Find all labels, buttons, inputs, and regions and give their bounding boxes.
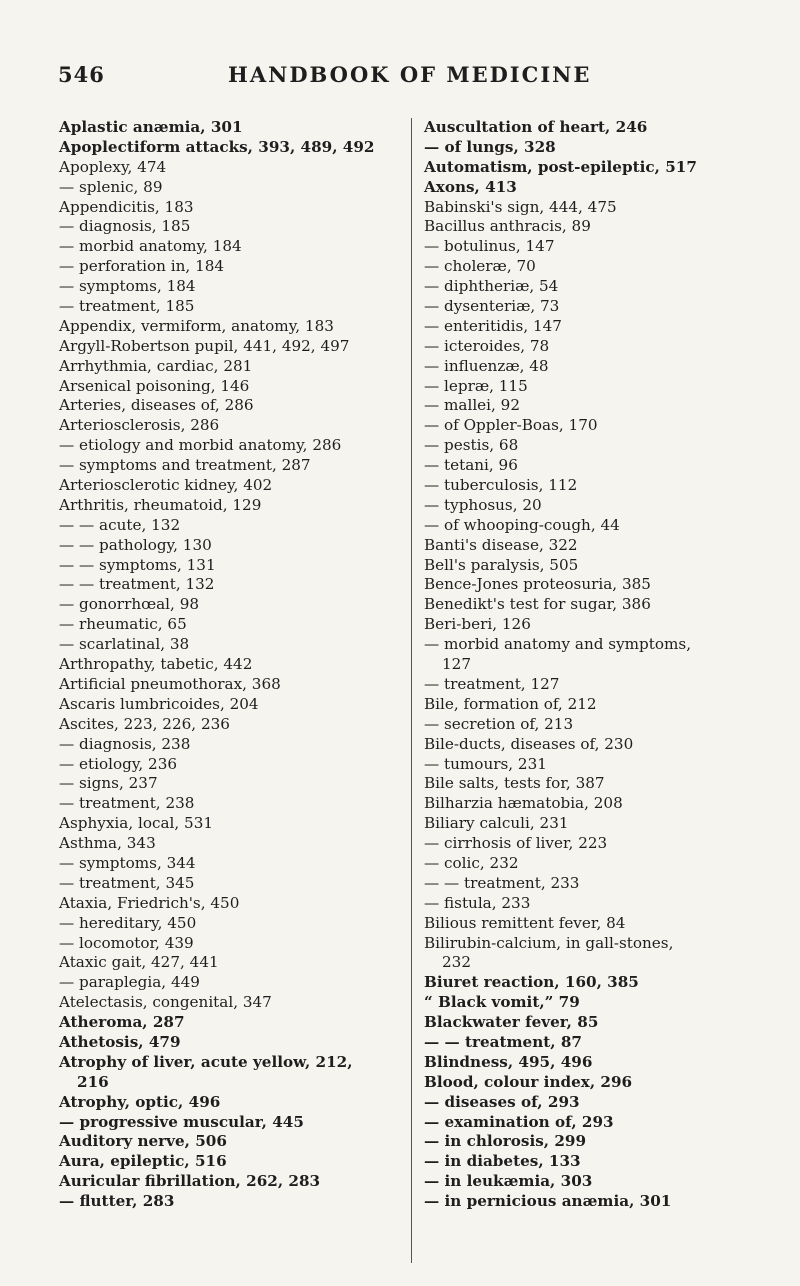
index-entry xyxy=(424,755,776,775)
index-entry-text: — etiology and morbid anatomy, 286 xyxy=(59,436,342,455)
index-entry-text: — treatment, 238 xyxy=(59,794,195,813)
index-entry xyxy=(59,655,411,675)
index-entry-text: Beri-beri, 126 xyxy=(424,615,531,634)
index-entry xyxy=(59,934,411,954)
index-entry xyxy=(424,158,776,178)
index-entry xyxy=(424,257,776,277)
index-entry xyxy=(59,476,411,496)
index-entry xyxy=(424,914,776,934)
index-entry xyxy=(59,158,411,178)
index-entry xyxy=(59,416,411,436)
index-entry xyxy=(59,1053,411,1093)
index-entry xyxy=(59,874,411,894)
index-column-left xyxy=(59,118,411,1212)
index-entry-text: — of lungs, 328 xyxy=(424,137,556,156)
index-entry-text: — choleræ, 70 xyxy=(424,257,536,276)
index-entry xyxy=(59,198,411,218)
index-entry xyxy=(59,237,411,257)
index-entry xyxy=(59,357,411,377)
index-entry xyxy=(59,138,411,158)
index-entry-text: — enteritidis, 147 xyxy=(424,316,562,335)
index-entry-text: — morbid anatomy and symptoms, xyxy=(424,635,692,654)
index-entry xyxy=(424,1172,776,1192)
page-number: 546 xyxy=(58,62,105,87)
index-entry xyxy=(424,337,776,357)
index-entry-text: — diagnosis, 185 xyxy=(59,217,191,236)
index-entry xyxy=(424,774,776,794)
index-entry xyxy=(59,1013,411,1033)
index-entry xyxy=(424,1093,776,1113)
index-entry xyxy=(59,635,411,655)
index-entry-text: Arsenical poisoning, 146 xyxy=(59,376,250,395)
index-entry-text: — signs, 237 xyxy=(59,774,158,793)
index-entry-text: — typhosus, 20 xyxy=(424,495,542,514)
index-entry xyxy=(424,198,776,218)
index-entry xyxy=(424,1113,776,1133)
index-entry xyxy=(424,1073,776,1093)
index-entry xyxy=(424,715,776,735)
index-entry-text: — dysenteriæ, 73 xyxy=(424,297,560,316)
index-entry-text: — diseases of, 293 xyxy=(424,1092,580,1111)
index-entry xyxy=(424,456,776,476)
index-entry xyxy=(424,675,776,695)
index-entry xyxy=(59,575,411,595)
index-entry xyxy=(59,715,411,735)
index-entry xyxy=(59,615,411,635)
index-entry xyxy=(424,1013,776,1033)
index-entry-text: — pestis, 68 xyxy=(424,436,519,455)
index-entry-text: — morbid anatomy, 184 xyxy=(59,237,242,256)
index-entry-text: Bilirubin-calcium, in gall-stones, xyxy=(424,933,674,952)
index-entry-text: Asthma, 343 xyxy=(59,834,156,853)
index-entry-text: — scarlatinal, 38 xyxy=(59,635,190,654)
index-entry-text: Arrhythmia, cardiac, 281 xyxy=(59,356,253,375)
index-entry-text: “ Black vomit,” 79 xyxy=(424,993,580,1012)
index-entry xyxy=(59,1192,411,1212)
index-entry-text: — cirrhosis of liver, 223 xyxy=(424,834,608,853)
index-entry-text: Arthropathy, tabetic, 442 xyxy=(59,655,253,674)
index-entry xyxy=(424,476,776,496)
index-entry xyxy=(424,1033,776,1053)
index-entry xyxy=(424,237,776,257)
index-entry xyxy=(424,277,776,297)
index-entry xyxy=(424,556,776,576)
index-entry-text: — tetani, 96 xyxy=(424,456,518,475)
index-entry-text: — symptoms, 344 xyxy=(59,853,196,872)
index-entry xyxy=(424,1132,776,1152)
index-entry xyxy=(59,595,411,615)
index-entry xyxy=(59,396,411,416)
index-entry xyxy=(424,615,776,635)
index-entry-text: — rheumatic, 65 xyxy=(59,615,187,634)
index-entry-text: Arteries, diseases of, 286 xyxy=(59,396,254,415)
index-entry xyxy=(59,695,411,715)
index-entry-text: — — acute, 132 xyxy=(59,515,181,534)
index-entry xyxy=(59,1172,411,1192)
index-entry xyxy=(59,993,411,1013)
index-entry xyxy=(424,894,776,914)
index-entry xyxy=(59,914,411,934)
index-entry xyxy=(424,317,776,337)
index-entry-text: Banti's disease, 322 xyxy=(424,535,578,554)
index-entry-text: Atelectasis, congenital, 347 xyxy=(59,993,272,1012)
index-entry-text: — in leukæmia, 303 xyxy=(424,1172,593,1191)
index-entry xyxy=(59,297,411,317)
index-entry-text: — diagnosis, 238 xyxy=(59,734,191,753)
index-entry-text: Argyll-Robertson pupil, 441, 492, 497 xyxy=(59,336,350,355)
index-entry-text: — symptoms and treatment, 287 xyxy=(59,456,311,475)
index-entry xyxy=(59,794,411,814)
index-entry-text: — — pathology, 130 xyxy=(59,535,212,554)
index-entry-text: — of Oppler-Boas, 170 xyxy=(424,416,598,435)
index-entry xyxy=(424,436,776,456)
index-entry-text: Atrophy of liver, acute yellow, 212, xyxy=(59,1052,353,1071)
index-column-right xyxy=(424,118,776,1212)
index-entry-text: — — treatment, 87 xyxy=(424,1033,582,1051)
index-entry-text: Apoplectiform attacks, 393, 489, 492 xyxy=(59,137,375,156)
index-entry-text: Bence-Jones proteosuria, 385 xyxy=(424,575,651,594)
index-entry-text: — tumours, 231 xyxy=(424,754,547,773)
index-entry xyxy=(59,377,411,397)
index-entry-text: — lepræ, 115 xyxy=(424,376,528,395)
index-entry xyxy=(424,1192,776,1212)
index-entry-text: — treatment, 185 xyxy=(59,297,195,316)
index-entry xyxy=(59,317,411,337)
index-entry-text: Arthritis, rheumatoid, 129 xyxy=(59,495,262,514)
index-entry xyxy=(59,516,411,536)
index-entry xyxy=(59,1033,411,1053)
index-entry-text: — colic, 232 xyxy=(424,853,519,872)
index-entry-text: — mallei, 92 xyxy=(424,396,521,415)
index-entry-text: Aura, epileptic, 516 xyxy=(59,1152,227,1171)
index-entry xyxy=(424,735,776,755)
page-header xyxy=(0,62,800,98)
index-entry-text: Ataxic gait, 427, 441 xyxy=(59,953,219,972)
index-entry-text: Arteriosclerotic kidney, 402 xyxy=(59,476,273,495)
index-entry xyxy=(424,1053,776,1073)
index-entry xyxy=(424,357,776,377)
index-entry-text: Bilious remittent fever, 84 xyxy=(424,913,626,932)
column-divider xyxy=(411,118,412,1263)
index-entry-text: — flutter, 283 xyxy=(59,1192,175,1211)
index-entry-text: — in diabetes, 133 xyxy=(424,1152,581,1171)
index-entry xyxy=(59,1132,411,1152)
index-entry-text: — diphtheriæ, 54 xyxy=(424,277,559,296)
index-entry xyxy=(59,675,411,695)
index-entry-text: — botulinus, 147 xyxy=(424,237,555,256)
index-entry xyxy=(59,854,411,874)
index-entry-text: — influenzæ, 48 xyxy=(424,356,549,375)
index-entry-text: Athetosis, 479 xyxy=(59,1032,181,1051)
index-entry-text: — hereditary, 450 xyxy=(59,913,197,932)
index-entry xyxy=(424,516,776,536)
index-entry xyxy=(59,456,411,476)
index-entry xyxy=(424,834,776,854)
index-entry xyxy=(59,1093,411,1113)
index-entry-text: Bile salts, tests for, 387 xyxy=(424,774,605,793)
index-entry-text: — gonorrhœal, 98 xyxy=(59,595,200,614)
running-title: HANDBOOK OF MEDICINE xyxy=(228,62,592,87)
index-entry-text: — fistula, 233 xyxy=(424,893,531,912)
index-entry xyxy=(59,118,411,138)
index-entry xyxy=(424,993,776,1013)
index-entry xyxy=(59,277,411,297)
index-entry-text: Automatism, post-epileptic, 517 xyxy=(424,157,697,176)
index-entry-text: Blackwater fever, 85 xyxy=(424,1013,599,1032)
index-entry-text: Ascaris lumbricoides, 204 xyxy=(59,694,259,713)
index-entry xyxy=(59,496,411,516)
index-entry-text: Bile-ducts, diseases of, 230 xyxy=(424,734,634,753)
index-entry-text: — splenic, 89 xyxy=(59,177,163,196)
index-entry xyxy=(59,337,411,357)
index-entry-text: Auricular fibrillation, 262, 283 xyxy=(59,1172,321,1191)
index-entry xyxy=(424,934,776,974)
index-entry-text: Ataxia, Friedrich's, 450 xyxy=(59,893,240,912)
index-entry xyxy=(424,794,776,814)
index-entry-text: Bacillus anthracis, 89 xyxy=(424,217,591,236)
index-entry xyxy=(424,377,776,397)
index-entry xyxy=(424,575,776,595)
index-entry-text: Biliary calculi, 231 xyxy=(424,814,569,833)
index-entry xyxy=(424,1152,776,1172)
index-entry-text: Babinski's sign, 444, 475 xyxy=(424,197,617,216)
index-entry-text: — etiology, 236 xyxy=(59,754,178,773)
index-entry xyxy=(59,735,411,755)
index-entry xyxy=(424,635,776,675)
index-entry-text: — icteroides, 78 xyxy=(424,336,550,355)
index-entry xyxy=(59,257,411,277)
index-entry-text: Auditory nerve, 506 xyxy=(59,1132,227,1151)
index-entry-text: — locomotor, 439 xyxy=(59,933,194,952)
index-entry-text: Ascites, 223, 226, 236 xyxy=(59,714,230,733)
index-entry xyxy=(424,496,776,516)
index-entry-text: Aplastic anæmia, 301 xyxy=(59,118,243,136)
index-entry-text: Bell's paralysis, 505 xyxy=(424,555,579,574)
index-entry xyxy=(59,217,411,237)
index-entry-text: Auscultation of heart, 246 xyxy=(424,118,648,136)
index-entry-text: Biuret reaction, 160, 385 xyxy=(424,973,639,992)
index-entry-text: Appendicitis, 183 xyxy=(59,197,194,216)
index-entry xyxy=(59,834,411,854)
index-entry xyxy=(424,118,776,138)
index-entry-text: — — treatment, 132 xyxy=(59,575,215,594)
index-entry-text: Apoplexy, 474 xyxy=(59,157,167,176)
index-entry xyxy=(59,536,411,556)
index-entry xyxy=(424,178,776,198)
index-entry xyxy=(424,297,776,317)
index-entry xyxy=(59,556,411,576)
index-entry-text: — paraplegia, 449 xyxy=(59,973,200,992)
index-entry-text: Asphyxia, local, 531 xyxy=(59,814,214,833)
index-entry-continuation: 216 xyxy=(77,1072,109,1091)
index-entry-text: — perforation in, 184 xyxy=(59,257,225,276)
index-entry xyxy=(424,973,776,993)
index-entry xyxy=(59,178,411,198)
index-entry-continuation: 127 xyxy=(442,655,471,674)
index-entry-text: Axons, 413 xyxy=(424,177,517,196)
index-entry xyxy=(59,1113,411,1133)
index-entry-text: Benedikt's test for sugar, 386 xyxy=(424,595,651,614)
index-entry-text: — symptoms, 184 xyxy=(59,277,196,296)
index-entry xyxy=(424,138,776,158)
index-entry-text: — secretion of, 213 xyxy=(424,714,574,733)
index-entry-text: — tuberculosis, 112 xyxy=(424,476,578,495)
index-entry-text: Arteriosclerosis, 286 xyxy=(59,416,220,435)
index-entry-text: Blood, colour index, 296 xyxy=(424,1072,633,1091)
index-entry xyxy=(59,894,411,914)
index-entry-text: Bile, formation of, 212 xyxy=(424,694,597,713)
index-entry xyxy=(424,536,776,556)
index-entry xyxy=(59,436,411,456)
index-entry xyxy=(424,595,776,615)
index-entry-text: Atrophy, optic, 496 xyxy=(59,1092,221,1111)
index-entry xyxy=(59,755,411,775)
index-entry-continuation: 232 xyxy=(442,953,471,972)
index-entry xyxy=(424,814,776,834)
index-entry-text: — in pernicious anæmia, 301 xyxy=(424,1192,672,1211)
index-entry xyxy=(424,416,776,436)
index-entry-text: — treatment, 345 xyxy=(59,873,195,892)
index-entry xyxy=(59,953,411,973)
index-entry-text: — examination of, 293 xyxy=(424,1112,614,1131)
index-entry-text: Artificial pneumothorax, 368 xyxy=(59,674,281,693)
index-entry-text: — progressive muscular, 445 xyxy=(59,1112,304,1131)
index-entry xyxy=(424,217,776,237)
index-entry-text: Appendix, vermiform, anatomy, 183 xyxy=(59,316,334,335)
index-entry-text: Blindness, 495, 496 xyxy=(424,1052,593,1071)
index-entry xyxy=(59,814,411,834)
index-entry xyxy=(424,874,776,894)
index-entry xyxy=(424,695,776,715)
index-entry xyxy=(59,774,411,794)
index-entry xyxy=(424,854,776,874)
index-entry-text: Bilharzia hæmatobia, 208 xyxy=(424,794,623,813)
index-entry xyxy=(59,1152,411,1172)
index-entry-text: — treatment, 127 xyxy=(424,674,560,693)
index-entry xyxy=(424,396,776,416)
index-entry-text: — of whooping-cough, 44 xyxy=(424,515,620,534)
index-entry-text: — in chlorosis, 299 xyxy=(424,1132,587,1151)
index-entry-text: Atheroma, 287 xyxy=(59,1013,185,1032)
index-entry xyxy=(59,973,411,993)
index-entry-text: — — treatment, 233 xyxy=(424,873,580,892)
index-entry-text: — — symptoms, 131 xyxy=(59,555,216,574)
